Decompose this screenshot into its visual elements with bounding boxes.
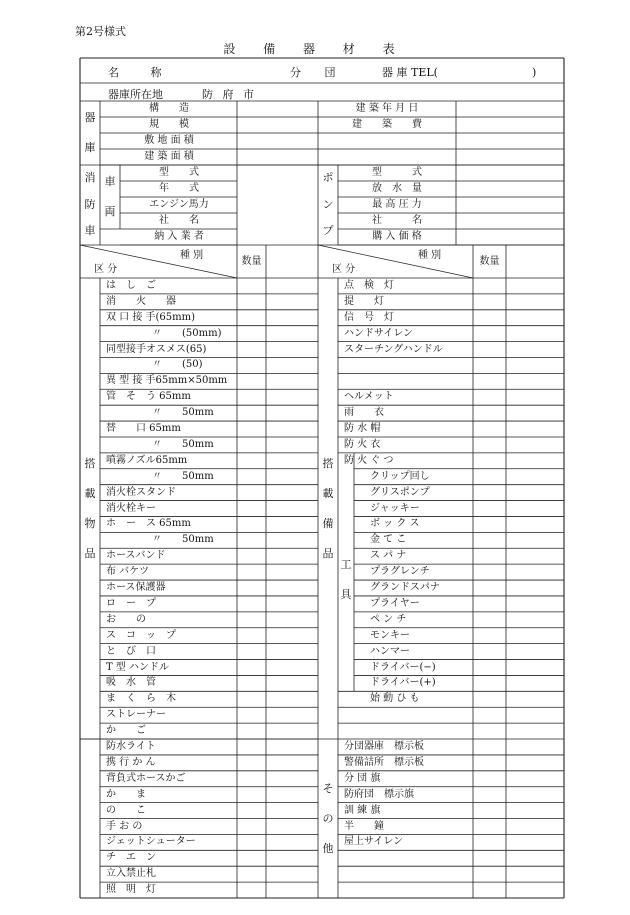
equipment-item-label: ホースバンド	[106, 550, 166, 562]
equipment-item-label: ス コ ッ プ	[106, 629, 176, 641]
suryo-header: 数量	[479, 256, 500, 267]
equipment-item-label: 同型接手オスメス(65)	[106, 343, 207, 355]
tool-item-label: ハンマー	[370, 645, 410, 657]
equipment-item-label: 替 口 65mm	[106, 423, 181, 435]
location-label: 器庫所在地	[108, 88, 163, 101]
kubun-header: 区 分	[94, 264, 118, 275]
other-item-label: 背負式ホースかご	[106, 772, 186, 784]
tool-item-label: ペ ン チ	[370, 613, 407, 625]
name-label: 名 称	[108, 66, 176, 79]
equipment-item-label: T 型 ハンドル	[106, 661, 170, 673]
vehicle-item-label: 型 式	[159, 167, 199, 178]
equipment-item-label: 〃 (50)	[152, 359, 203, 371]
tool-item-label: グランドスパナ	[370, 582, 440, 594]
gear-item-label: 防 火 ぐ つ	[344, 454, 394, 466]
equipment-item-label: 〃 (50mm)	[152, 327, 222, 339]
equipment-item-label: と び 口	[106, 645, 156, 657]
equipment-item-label: 布 バケツ	[106, 566, 150, 578]
equipment-item-label: ハンドサイレン	[344, 327, 414, 339]
shobosha-group-label: 消 防 車	[84, 171, 96, 238]
kiko-item-label: 建 築 面 積	[144, 151, 194, 162]
equipment-item-label: 〃 50mm	[152, 407, 214, 419]
vehicle-item-label: 納 入 業 者	[154, 231, 204, 242]
equipment-item-label: 双 口 接 手(65mm)	[106, 311, 196, 323]
equipment-item-label: ま く ら 木	[106, 693, 176, 705]
vehicle-item-label: 年 式	[159, 183, 199, 194]
kiko-group-label: 器 庫	[84, 111, 96, 154]
form-title: 設 備 器 材 表	[223, 42, 407, 56]
shubetsu-header: 種 別	[180, 250, 204, 261]
other-item-label: 訓 練 旗	[344, 804, 381, 816]
gear-item-label: 雨 衣	[344, 407, 384, 419]
other-item-label: 防府団 標示旗	[344, 788, 414, 800]
equipment-item-label: 吸 水 管	[106, 677, 156, 689]
pump-item-label: 型 式	[372, 167, 422, 178]
other-item-label: 警備詰所 標示板	[344, 756, 424, 768]
bunan-label: 分 団	[290, 66, 346, 79]
pump-item-label: 購 入 価 格	[372, 231, 422, 242]
gear-item-label: 防 水 帽	[344, 423, 381, 435]
form-code: 第2号様式	[75, 25, 126, 38]
equipment-item-label: スターチングハンドル	[344, 343, 443, 355]
other-item-label: 分団器庫 標示板	[344, 741, 424, 753]
other-item-label: ジェットシューター	[106, 836, 196, 848]
other-item-label: か ま	[106, 788, 146, 800]
other-item-label: の こ	[106, 804, 146, 816]
tousai-left-group-label: 搭 載 物 品	[84, 456, 96, 560]
other-item-label: 屋上サイレン	[344, 836, 404, 848]
pump-item-label: 最 高 圧 力	[372, 199, 422, 210]
other-item-label: 分 団 旗	[344, 772, 381, 784]
equipment-item-label: 消 火 器	[106, 295, 176, 307]
equipment-item-label: 管 そ う 65mm	[106, 391, 191, 403]
other-item-label: チ エ ン	[106, 852, 156, 864]
tool-item-label: 金 て こ	[370, 534, 407, 546]
equipment-item-label: か ご	[106, 725, 146, 737]
equipment-item-label: ストレーナー	[106, 709, 166, 721]
tools-group-label: 工 具	[340, 558, 352, 602]
tool-item-label: ボ ッ ク ス	[370, 518, 420, 530]
vehicle-item-label: 社 名	[159, 215, 199, 226]
equipment-item-label: ホ ー ス 65mm	[106, 518, 191, 530]
suryo-header: 数量	[241, 256, 262, 267]
tel-close-paren: )	[532, 66, 537, 79]
gear-item-label: 防 火 衣	[344, 438, 381, 450]
tousai-right-group-label: 搭 載 備 品	[322, 456, 334, 560]
pump-group-label: ポ ン プ	[322, 171, 334, 238]
kiko-item-label: 敷 地 面 積	[144, 135, 194, 146]
equipment-item-label: 〃 50mm	[152, 470, 214, 482]
equipment-item-label: 点 検 灯	[344, 280, 394, 291]
sonota-group-label: そ の 他	[322, 781, 334, 855]
tool-item-label: クリップ回し	[370, 470, 430, 482]
equipment-item-label: 消火栓スタンド	[106, 486, 176, 498]
other-item-label: 半 鐘	[344, 820, 384, 832]
equipment-item-label: 信 号 灯	[344, 311, 394, 323]
kiko-item-label: 構 造	[149, 103, 189, 114]
tool-item-label: モンキー	[370, 629, 410, 641]
tool-item-label: プラグレンチ	[370, 566, 430, 578]
kiko-spec-label: 建 築 年 月 日	[355, 103, 419, 114]
tool-item-label: ドライバー(−)	[370, 661, 436, 673]
tool-item-label: プライヤー	[370, 597, 420, 609]
other-item-label: 手 お の	[106, 820, 143, 832]
kiko-item-label: 規 模	[149, 119, 189, 130]
kiko-tel-label: 器 庫 TEL(	[382, 66, 438, 79]
equipment-item-label: 〃 50mm	[152, 438, 214, 450]
pump-item-label: 社 名	[372, 215, 422, 226]
kubun-header: 区 分	[332, 264, 356, 275]
city-value: 防 府 市	[202, 88, 257, 101]
other-item-label: 立入禁止札	[106, 868, 156, 880]
equipment-item-label: 提 灯	[344, 295, 384, 307]
shubetsu-header: 種 別	[418, 250, 442, 261]
equipment-item-label: は し ご	[106, 280, 156, 291]
tool-item-label: グリスポンプ	[370, 486, 430, 498]
vehicle-group-label: 車 両	[104, 175, 116, 218]
equipment-item-label: ロ ー プ	[106, 597, 156, 609]
other-item-label: 照 明 灯	[106, 884, 156, 896]
equipment-item-label: 〃 50mm	[152, 534, 214, 546]
tool-item-label: ドライバー(+)	[370, 677, 436, 689]
equipment-item-label: ホース保護器	[106, 582, 166, 594]
gear-item-label: ヘルメット	[344, 391, 394, 403]
equipment-item-label: 噴霧ノズル65mm	[106, 454, 188, 466]
other-item-label: 防水ライト	[106, 741, 156, 753]
tool-item-label: 始 動 ひ も	[370, 693, 420, 705]
tool-item-label: ス パ ナ	[370, 550, 407, 562]
pump-item-label: 放 水 量	[372, 183, 422, 194]
other-item-label: 携 行 か ん	[106, 756, 156, 768]
equipment-item-label: 異 型 接 手65mm×50mm	[106, 375, 228, 387]
kiko-spec-label: 建 築 費	[352, 119, 422, 130]
equipment-item-label: 消火栓キー	[106, 502, 156, 514]
vehicle-item-label: エンジン馬力	[149, 199, 209, 210]
equipment-item-label: お の	[106, 613, 146, 625]
tool-item-label: ジャッキー	[370, 502, 420, 514]
